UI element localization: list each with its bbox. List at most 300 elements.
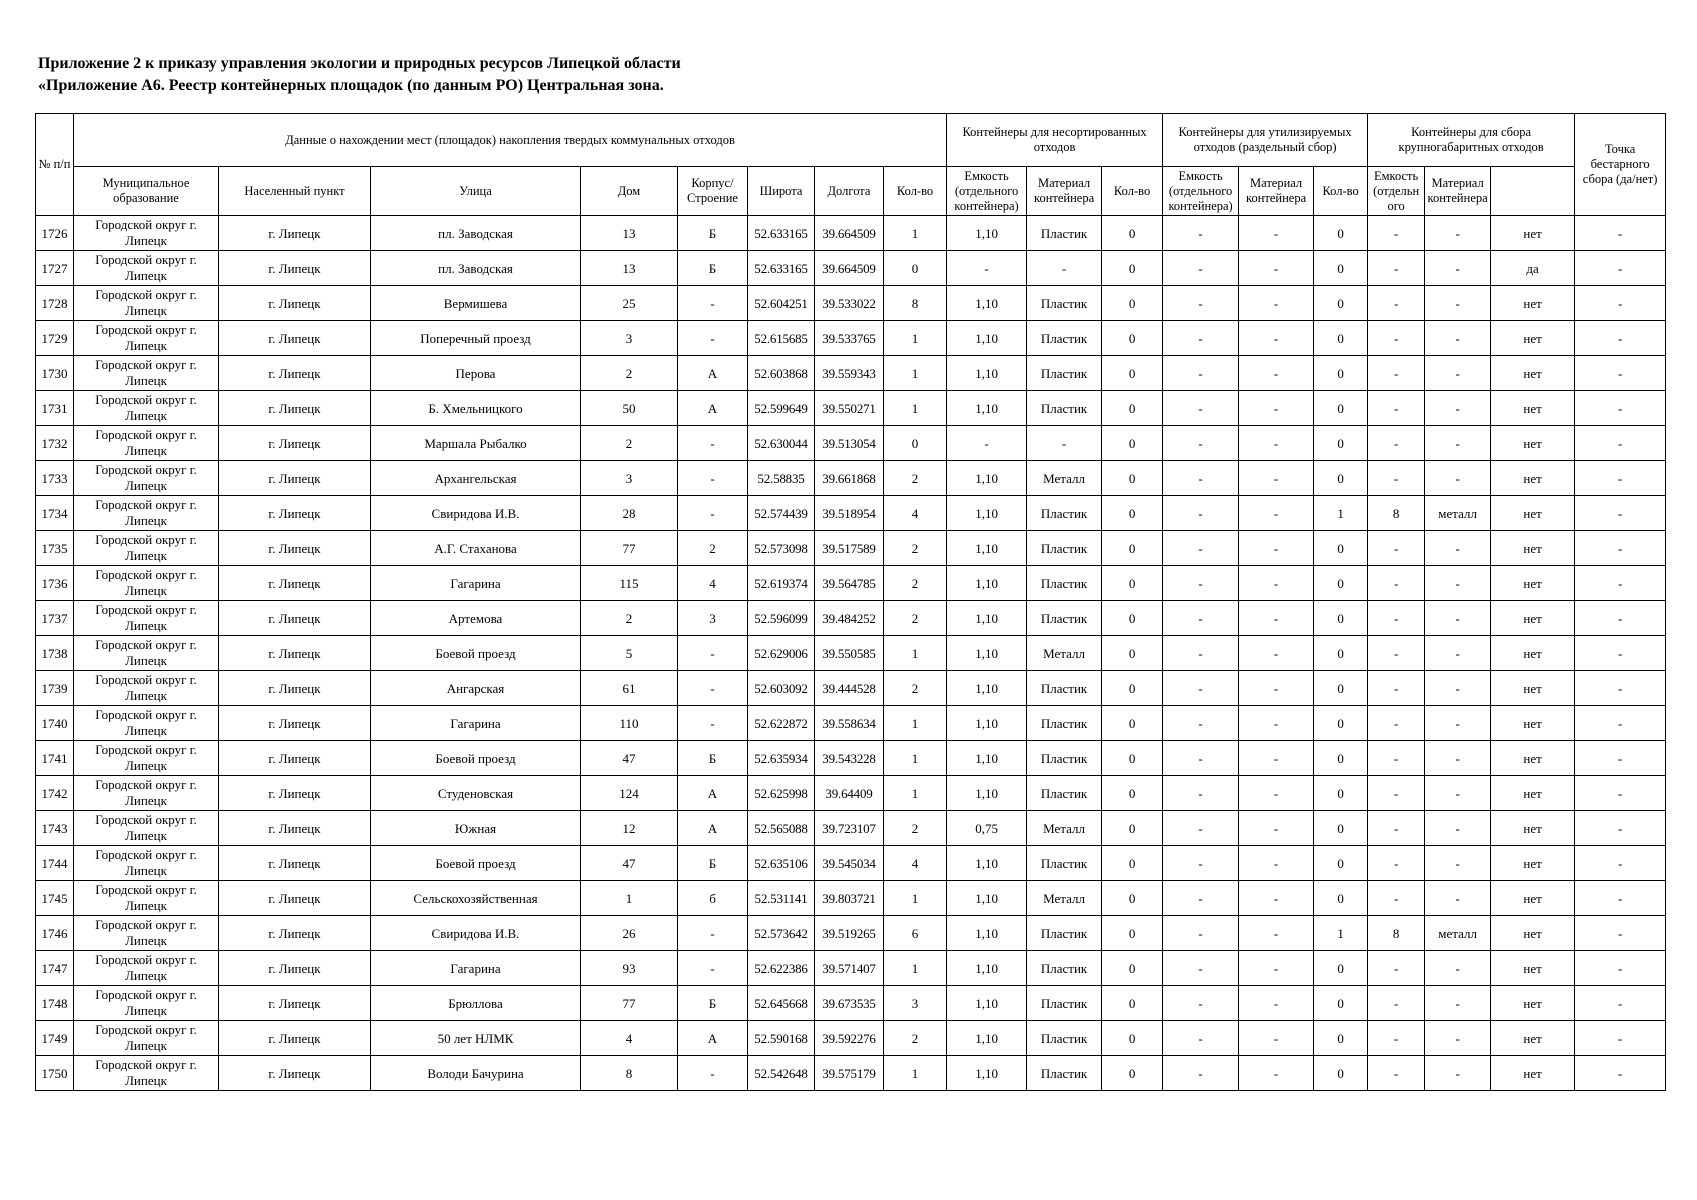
recycle-count-cell: 0: [1102, 531, 1163, 566]
street-cell: Боевой проезд: [371, 636, 581, 671]
longitude-cell: 39.517589: [815, 531, 884, 566]
recycle-capacity-cell: -: [1163, 461, 1239, 496]
note-cell: -: [1575, 1056, 1666, 1091]
settlement-cell: г. Липецк: [219, 916, 371, 951]
bulky-material-cell: -: [1425, 531, 1491, 566]
recycle-count-cell: 0: [1102, 916, 1163, 951]
longitude-cell: 39.533765: [815, 321, 884, 356]
table-row: [36, 601, 1666, 636]
latitude-cell: 52.596099: [748, 601, 815, 636]
bulky-count-cell: 0: [1314, 356, 1368, 391]
street-cell: А.Г. Стаханова: [371, 531, 581, 566]
unsorted-capacity-cell: 1,10: [947, 881, 1027, 916]
recycle-count-cell: 0: [1102, 1021, 1163, 1056]
recycle-material-cell: -: [1239, 881, 1314, 916]
house-cell: 77: [581, 986, 678, 1021]
street-cell: Боевой проезд: [371, 846, 581, 881]
row-number-cell: 1731: [36, 391, 74, 426]
table-row: [36, 531, 1666, 566]
municipality-cell: Городской округ г. Липецк: [74, 811, 219, 846]
longitude-cell: 39.64409: [815, 776, 884, 811]
unsorted-capacity-cell: 1,10: [947, 496, 1027, 531]
recycle-count-cell: 0: [1102, 846, 1163, 881]
unsorted-capacity-cell: 1,10: [947, 986, 1027, 1021]
bulky-count-cell: 0: [1314, 671, 1368, 706]
latitude-cell: 52.629006: [748, 636, 815, 671]
header-b-material: Материал контейнера: [1425, 167, 1491, 216]
bulky-capacity-cell: 8: [1368, 496, 1425, 531]
unsorted-capacity-cell: 1,10: [947, 391, 1027, 426]
row-number-cell: 1726: [36, 216, 74, 251]
unsorted-count-cell: 4: [884, 496, 947, 531]
bulk-point-cell: нет: [1491, 1056, 1575, 1091]
longitude-cell: 39.543228: [815, 741, 884, 776]
bulky-material-cell: -: [1425, 881, 1491, 916]
street-cell: Южная: [371, 811, 581, 846]
recycle-count-cell: 0: [1102, 216, 1163, 251]
note-cell: -: [1575, 1021, 1666, 1056]
street-cell: Гагарина: [371, 951, 581, 986]
unsorted-count-cell: 1: [884, 321, 947, 356]
building-cell: -: [678, 1056, 748, 1091]
recycle-count-cell: 0: [1102, 286, 1163, 321]
bulk-point-cell: нет: [1491, 1021, 1575, 1056]
note-cell: -: [1575, 636, 1666, 671]
bulky-capacity-cell: 8: [1368, 916, 1425, 951]
longitude-cell: 39.533022: [815, 286, 884, 321]
note-cell: -: [1575, 216, 1666, 251]
bulky-count-cell: 0: [1314, 776, 1368, 811]
bulky-capacity-cell: -: [1368, 1021, 1425, 1056]
latitude-cell: 52.574439: [748, 496, 815, 531]
recycle-count-cell: 0: [1102, 391, 1163, 426]
table-row: [36, 636, 1666, 671]
recycle-capacity-cell: -: [1163, 1021, 1239, 1056]
building-cell: А: [678, 356, 748, 391]
bulky-material-cell: металл: [1425, 496, 1491, 531]
unsorted-material-cell: Пластик: [1027, 391, 1102, 426]
header-lon: Долгота: [815, 167, 884, 216]
bulky-capacity-cell: -: [1368, 601, 1425, 636]
header-recycle-group: Контейнеры для утилизируемых отходов (раздельный сбор): [1163, 114, 1368, 167]
latitude-cell: 52.565088: [748, 811, 815, 846]
note-cell: -: [1575, 706, 1666, 741]
street-cell: пл. Заводская: [371, 251, 581, 286]
unsorted-material-cell: Пластик: [1027, 321, 1102, 356]
unsorted-material-cell: Металл: [1027, 636, 1102, 671]
settlement-cell: г. Липецк: [219, 846, 371, 881]
bulky-count-cell: 0: [1314, 566, 1368, 601]
recycle-count-cell: 0: [1102, 741, 1163, 776]
recycle-capacity-cell: -: [1163, 951, 1239, 986]
latitude-cell: 52.531141: [748, 881, 815, 916]
latitude-cell: 52.615685: [748, 321, 815, 356]
house-cell: 47: [581, 846, 678, 881]
longitude-cell: 39.444528: [815, 671, 884, 706]
note-cell: -: [1575, 356, 1666, 391]
recycle-count-cell: 0: [1102, 601, 1163, 636]
recycle-material-cell: -: [1239, 846, 1314, 881]
house-cell: 26: [581, 916, 678, 951]
street-cell: Боевой проезд: [371, 741, 581, 776]
latitude-cell: 52.573098: [748, 531, 815, 566]
street-cell: Гагарина: [371, 706, 581, 741]
unsorted-capacity-cell: 1,10: [947, 601, 1027, 636]
building-cell: -: [678, 916, 748, 951]
header-street: Улица: [371, 167, 581, 216]
row-number-cell: 1750: [36, 1056, 74, 1091]
bulky-capacity-cell: -: [1368, 951, 1425, 986]
bulk-point-cell: нет: [1491, 951, 1575, 986]
recycle-count-cell: 0: [1102, 496, 1163, 531]
bulk-point-cell: нет: [1491, 496, 1575, 531]
unsorted-material-cell: Металл: [1027, 811, 1102, 846]
longitude-cell: 39.661868: [815, 461, 884, 496]
municipality-cell: Городской округ г. Липецк: [74, 496, 219, 531]
note-cell: -: [1575, 286, 1666, 321]
table-row: [36, 286, 1666, 321]
bulky-count-cell: 0: [1314, 426, 1368, 461]
municipality-cell: Городской округ г. Липецк: [74, 986, 219, 1021]
header-b-count: Кол-во: [1314, 167, 1368, 216]
settlement-cell: г. Липецк: [219, 811, 371, 846]
recycle-count-cell: 0: [1102, 671, 1163, 706]
bulk-point-cell: нет: [1491, 916, 1575, 951]
row-number-cell: 1733: [36, 461, 74, 496]
latitude-cell: 52.603092: [748, 671, 815, 706]
row-number-cell: 1732: [36, 426, 74, 461]
settlement-cell: г. Липецк: [219, 776, 371, 811]
building-cell: -: [678, 496, 748, 531]
house-cell: 2: [581, 426, 678, 461]
unsorted-count-cell: 2: [884, 566, 947, 601]
building-cell: -: [678, 321, 748, 356]
bulk-point-cell: нет: [1491, 671, 1575, 706]
bulky-capacity-cell: -: [1368, 531, 1425, 566]
header-u-capacity: Емкость (отдельного контейнера): [947, 167, 1027, 216]
settlement-cell: г. Липецк: [219, 1056, 371, 1091]
row-number-cell: 1735: [36, 531, 74, 566]
bulky-capacity-cell: -: [1368, 426, 1425, 461]
bulk-point-cell: нет: [1491, 391, 1575, 426]
unsorted-count-cell: 8: [884, 286, 947, 321]
row-number-cell: 1728: [36, 286, 74, 321]
settlement-cell: г. Липецк: [219, 531, 371, 566]
longitude-cell: 39.803721: [815, 881, 884, 916]
longitude-cell: 39.664509: [815, 251, 884, 286]
row-number-cell: 1747: [36, 951, 74, 986]
unsorted-capacity-cell: -: [947, 251, 1027, 286]
bulky-count-cell: 0: [1314, 811, 1368, 846]
table-row: [36, 426, 1666, 461]
container-sites-register-table: [35, 113, 1666, 1091]
street-cell: Ангарская: [371, 671, 581, 706]
municipality-cell: Городской округ г. Липецк: [74, 601, 219, 636]
bulk-point-cell: нет: [1491, 286, 1575, 321]
longitude-cell: 39.559343: [815, 356, 884, 391]
row-number-cell: 1738: [36, 636, 74, 671]
bulky-capacity-cell: -: [1368, 986, 1425, 1021]
note-cell: -: [1575, 601, 1666, 636]
building-cell: -: [678, 426, 748, 461]
bulk-point-cell: нет: [1491, 426, 1575, 461]
bulk-point-cell: нет: [1491, 706, 1575, 741]
recycle-capacity-cell: -: [1163, 636, 1239, 671]
house-cell: 12: [581, 811, 678, 846]
municipality-cell: Городской округ г. Липецк: [74, 846, 219, 881]
house-cell: 28: [581, 496, 678, 531]
house-cell: 13: [581, 216, 678, 251]
table-row: [36, 1021, 1666, 1056]
recycle-capacity-cell: -: [1163, 1056, 1239, 1091]
row-number-cell: 1737: [36, 601, 74, 636]
municipality-cell: Городской округ г. Липецк: [74, 426, 219, 461]
unsorted-material-cell: Пластик: [1027, 1056, 1102, 1091]
note-cell: -: [1575, 951, 1666, 986]
recycle-capacity-cell: -: [1163, 426, 1239, 461]
settlement-cell: г. Липецк: [219, 216, 371, 251]
bulky-capacity-cell: -: [1368, 636, 1425, 671]
header-house: Дом: [581, 167, 678, 216]
house-cell: 110: [581, 706, 678, 741]
unsorted-material-cell: Пластик: [1027, 356, 1102, 391]
latitude-cell: 52.622872: [748, 706, 815, 741]
bulk-point-cell: нет: [1491, 531, 1575, 566]
recycle-count-cell: 0: [1102, 566, 1163, 601]
row-number-cell: 1729: [36, 321, 74, 356]
house-cell: 124: [581, 776, 678, 811]
unsorted-count-cell: 1: [884, 356, 947, 391]
unsorted-capacity-cell: 1,10: [947, 671, 1027, 706]
bulk-point-cell: нет: [1491, 601, 1575, 636]
latitude-cell: 52.599649: [748, 391, 815, 426]
unsorted-count-cell: 1: [884, 1056, 947, 1091]
bulky-count-cell: 0: [1314, 391, 1368, 426]
bulk-point-cell: нет: [1491, 881, 1575, 916]
bulky-count-cell: 0: [1314, 321, 1368, 356]
settlement-cell: г. Липецк: [219, 566, 371, 601]
settlement-cell: г. Липецк: [219, 321, 371, 356]
unsorted-material-cell: Пластик: [1027, 776, 1102, 811]
municipality-cell: Городской округ г. Липецк: [74, 531, 219, 566]
unsorted-material-cell: Пластик: [1027, 566, 1102, 601]
row-number-cell: 1742: [36, 776, 74, 811]
bulky-material-cell: -: [1425, 286, 1491, 321]
bulky-material-cell: -: [1425, 1056, 1491, 1091]
unsorted-capacity-cell: 1,10: [947, 356, 1027, 391]
building-cell: А: [678, 391, 748, 426]
recycle-capacity-cell: -: [1163, 601, 1239, 636]
longitude-cell: 39.673535: [815, 986, 884, 1021]
header-b-capacity: Емкость (отдельн ого: [1368, 167, 1425, 216]
bulky-material-cell: -: [1425, 391, 1491, 426]
street-cell: 50 лет НЛМК: [371, 1021, 581, 1056]
bulky-material-cell: -: [1425, 706, 1491, 741]
municipality-cell: Городской округ г. Липецк: [74, 881, 219, 916]
longitude-cell: 39.592276: [815, 1021, 884, 1056]
unsorted-material-cell: Пластик: [1027, 286, 1102, 321]
longitude-cell: 39.723107: [815, 811, 884, 846]
recycle-capacity-cell: -: [1163, 811, 1239, 846]
unsorted-count-cell: 0: [884, 251, 947, 286]
building-cell: А: [678, 776, 748, 811]
title-line-2: «Приложение А6. Реестр контейнерных площадок (по данным РО) Центральная зона.: [38, 77, 664, 94]
building-cell: -: [678, 636, 748, 671]
row-number-cell: 1739: [36, 671, 74, 706]
unsorted-material-cell: Пластик: [1027, 601, 1102, 636]
municipality-cell: Городской округ г. Липецк: [74, 321, 219, 356]
recycle-material-cell: -: [1239, 461, 1314, 496]
house-cell: 47: [581, 741, 678, 776]
bulky-capacity-cell: -: [1368, 356, 1425, 391]
municipality-cell: Городской округ г. Липецк: [74, 776, 219, 811]
bulky-capacity-cell: -: [1368, 566, 1425, 601]
note-cell: -: [1575, 986, 1666, 1021]
house-cell: 2: [581, 601, 678, 636]
header-u-count: Кол-во: [884, 167, 947, 216]
recycle-count-cell: 0: [1102, 706, 1163, 741]
settlement-cell: г. Липецк: [219, 986, 371, 1021]
municipality-cell: Городской округ г. Липецк: [74, 706, 219, 741]
recycle-capacity-cell: -: [1163, 916, 1239, 951]
note-cell: -: [1575, 566, 1666, 601]
row-number-cell: 1748: [36, 986, 74, 1021]
recycle-material-cell: -: [1239, 286, 1314, 321]
recycle-material-cell: -: [1239, 496, 1314, 531]
recycle-material-cell: -: [1239, 951, 1314, 986]
header-bulky-group: Контейнеры для сбора крупногабаритных отходов: [1368, 114, 1575, 167]
row-number-cell: 1740: [36, 706, 74, 741]
bulky-capacity-cell: -: [1368, 1056, 1425, 1091]
street-cell: Брюллова: [371, 986, 581, 1021]
recycle-material-cell: -: [1239, 776, 1314, 811]
unsorted-material-cell: -: [1027, 251, 1102, 286]
bulky-count-cell: 0: [1314, 251, 1368, 286]
bulk-point-cell: нет: [1491, 741, 1575, 776]
latitude-cell: 52.633165: [748, 251, 815, 286]
unsorted-material-cell: Металл: [1027, 881, 1102, 916]
unsorted-count-cell: 2: [884, 671, 947, 706]
row-number-cell: 1746: [36, 916, 74, 951]
bulky-count-cell: 0: [1314, 846, 1368, 881]
table-row: [36, 356, 1666, 391]
unsorted-count-cell: 1: [884, 391, 947, 426]
bulky-material-cell: -: [1425, 811, 1491, 846]
unsorted-count-cell: 2: [884, 811, 947, 846]
table-row: [36, 391, 1666, 426]
bulky-count-cell: 0: [1314, 1021, 1368, 1056]
table-row: [36, 671, 1666, 706]
recycle-capacity-cell: -: [1163, 986, 1239, 1021]
municipality-cell: Городской округ г. Липецк: [74, 286, 219, 321]
unsorted-count-cell: 2: [884, 601, 947, 636]
note-cell: -: [1575, 321, 1666, 356]
recycle-material-cell: -: [1239, 636, 1314, 671]
recycle-material-cell: -: [1239, 1056, 1314, 1091]
recycle-count-cell: 0: [1102, 356, 1163, 391]
bulk-point-cell: нет: [1491, 811, 1575, 846]
bulk-point-cell: нет: [1491, 776, 1575, 811]
recycle-count-cell: 0: [1102, 321, 1163, 356]
row-number-cell: 1727: [36, 251, 74, 286]
house-cell: 61: [581, 671, 678, 706]
recycle-material-cell: -: [1239, 356, 1314, 391]
building-cell: Б: [678, 741, 748, 776]
longitude-cell: 39.664509: [815, 216, 884, 251]
bulky-material-cell: -: [1425, 636, 1491, 671]
unsorted-material-cell: Пластик: [1027, 531, 1102, 566]
recycle-material-cell: -: [1239, 426, 1314, 461]
latitude-cell: 52.619374: [748, 566, 815, 601]
header-u-material: Материал контейнера: [1027, 167, 1102, 216]
settlement-cell: г. Липецк: [219, 881, 371, 916]
recycle-capacity-cell: -: [1163, 706, 1239, 741]
building-cell: -: [678, 706, 748, 741]
latitude-cell: 52.573642: [748, 916, 815, 951]
bulky-count-cell: 0: [1314, 286, 1368, 321]
table-row: [36, 461, 1666, 496]
table-row: [36, 216, 1666, 251]
municipality-cell: Городской округ г. Липецк: [74, 356, 219, 391]
table-row: [36, 1056, 1666, 1091]
unsorted-material-cell: Пластик: [1027, 1021, 1102, 1056]
building-cell: -: [678, 951, 748, 986]
house-cell: 93: [581, 951, 678, 986]
unsorted-material-cell: Пластик: [1027, 216, 1102, 251]
unsorted-capacity-cell: 1,10: [947, 706, 1027, 741]
recycle-count-cell: 0: [1102, 251, 1163, 286]
note-cell: -: [1575, 496, 1666, 531]
table-row: [36, 251, 1666, 286]
bulk-point-cell: нет: [1491, 321, 1575, 356]
bulky-material-cell: -: [1425, 1021, 1491, 1056]
bulky-capacity-cell: -: [1368, 811, 1425, 846]
unsorted-capacity-cell: -: [947, 426, 1027, 461]
street-cell: Свиридова И.В.: [371, 496, 581, 531]
unsorted-material-cell: Пластик: [1027, 741, 1102, 776]
unsorted-count-cell: 2: [884, 1021, 947, 1056]
house-cell: 115: [581, 566, 678, 601]
house-cell: 1: [581, 881, 678, 916]
bulky-count-cell: 0: [1314, 706, 1368, 741]
unsorted-capacity-cell: 1,10: [947, 636, 1027, 671]
table-body: [36, 216, 1666, 1091]
table-row: [36, 741, 1666, 776]
settlement-cell: г. Липецк: [219, 706, 371, 741]
recycle-capacity-cell: -: [1163, 391, 1239, 426]
street-cell: Вермишева: [371, 286, 581, 321]
recycle-capacity-cell: -: [1163, 531, 1239, 566]
bulk-point-cell: нет: [1491, 356, 1575, 391]
longitude-cell: 39.518954: [815, 496, 884, 531]
building-cell: 3: [678, 601, 748, 636]
row-number-cell: 1749: [36, 1021, 74, 1056]
table-row: [36, 846, 1666, 881]
header-unsorted-group: Контейнеры для несортированных отходов: [947, 114, 1163, 167]
unsorted-capacity-cell: 1,10: [947, 321, 1027, 356]
bulky-material-cell: -: [1425, 741, 1491, 776]
bulky-count-cell: 0: [1314, 636, 1368, 671]
table-row: [36, 811, 1666, 846]
note-cell: -: [1575, 846, 1666, 881]
longitude-cell: 39.550271: [815, 391, 884, 426]
header-bulk-point: Точка бестарного сбора (да/нет): [1575, 114, 1666, 216]
recycle-material-cell: -: [1239, 1021, 1314, 1056]
settlement-cell: г. Липецк: [219, 391, 371, 426]
unsorted-count-cell: 6: [884, 916, 947, 951]
recycle-material-cell: -: [1239, 531, 1314, 566]
building-cell: -: [678, 286, 748, 321]
